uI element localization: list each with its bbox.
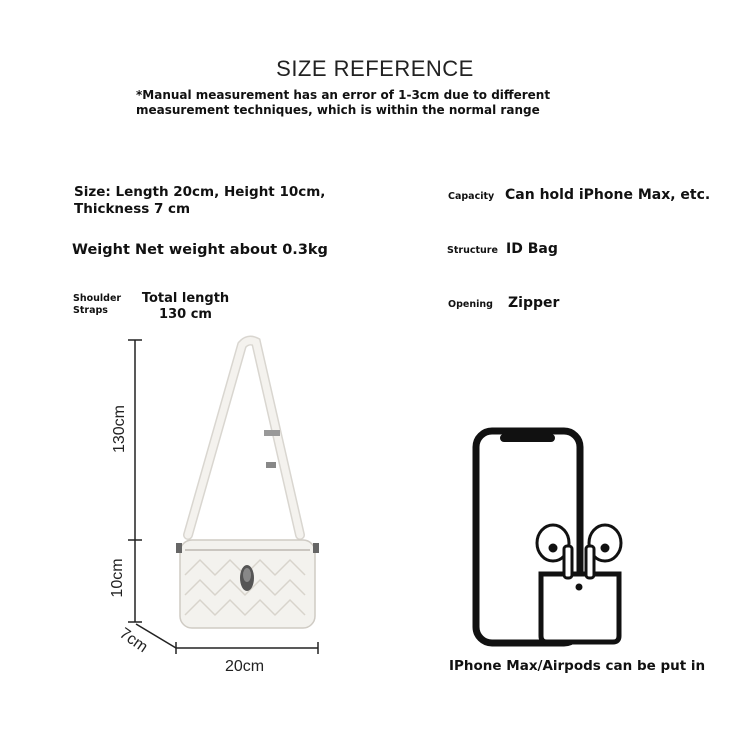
- capacity-label: Capacity: [448, 191, 495, 202]
- spec-size: Size: Length 20cm, Height 10cm, Thickness 7 cm: [74, 184, 326, 217]
- structure-value: ID Bag: [506, 241, 558, 257]
- thickness-label: 7cm: [116, 624, 151, 657]
- capacity-value: Can hold iPhone Max, etc.: [505, 187, 711, 203]
- height-label: 10cm: [109, 558, 126, 598]
- opening-value: Zipper: [508, 295, 560, 311]
- length-label: 20cm: [225, 658, 265, 675]
- shoulder-label: Shoulder Straps: [73, 293, 122, 316]
- opening-label: Opening: [448, 299, 493, 310]
- page-title: SIZE REFERENCE: [276, 56, 474, 81]
- compatibility-caption: IPhone Max/Airpods can be put in: [449, 658, 706, 674]
- strap-length-label: 130cm: [111, 404, 128, 454]
- measurement-note: *Manual measurement has an error of 1-3cm due to different measurement techniques, which is within the normal range: [136, 88, 551, 117]
- shoulder-value: Total length 130 cm: [141, 291, 230, 322]
- spec-weight: Weight Net weight about 0.3kg: [72, 242, 328, 258]
- structure-label: Structure: [447, 245, 498, 256]
- bag-illustration: [176, 341, 319, 628]
